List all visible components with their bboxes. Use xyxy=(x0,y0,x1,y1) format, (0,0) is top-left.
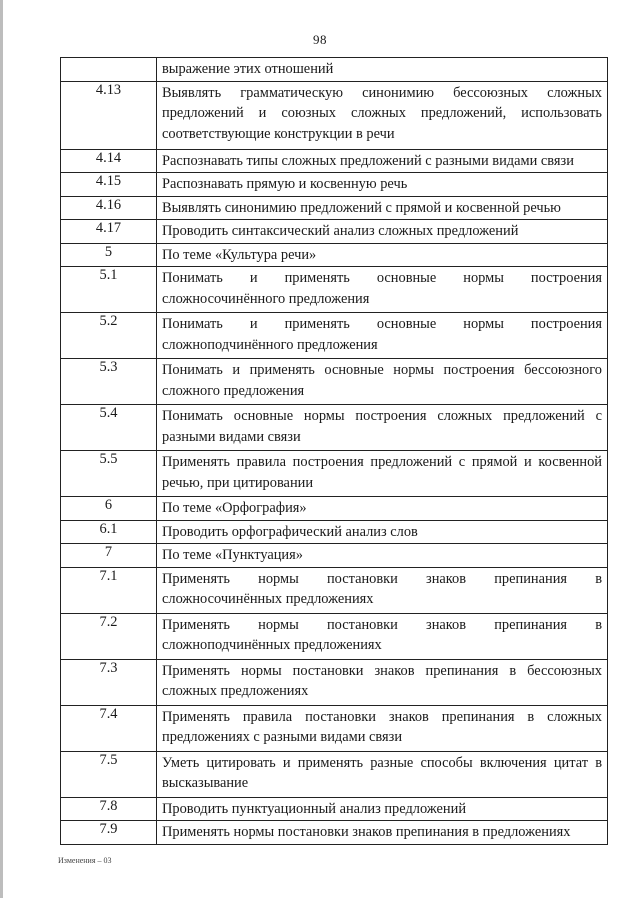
row-text: Уметь цитировать и применять разные способы включения цитат в высказывание xyxy=(157,751,608,797)
row-text: Проводить синтаксический анализ сложных предложений xyxy=(157,220,608,244)
table-row xyxy=(61,405,608,451)
table-row xyxy=(61,149,608,173)
row-number-cell xyxy=(61,751,157,797)
row-text: Применять нормы постановки знаков препинания в предложениях xyxy=(157,821,608,845)
row-number-cell xyxy=(61,313,157,359)
row-number: 5.5 xyxy=(99,451,118,467)
row-number: 7 xyxy=(104,544,113,560)
row-number: 7.5 xyxy=(99,751,118,768)
row-number-cell xyxy=(61,405,157,451)
row-number: 7.8 xyxy=(99,797,118,814)
table-row xyxy=(61,220,608,244)
row-text: Распознавать типы сложных предложений с разными видами связи xyxy=(157,149,608,173)
table-row xyxy=(61,196,608,220)
table-row xyxy=(61,243,608,267)
row-number: 5 xyxy=(104,243,113,260)
row-number: 5.4 xyxy=(99,405,118,421)
table-row xyxy=(61,544,608,568)
row-number: 5.3 xyxy=(99,359,118,375)
page-number: 98 xyxy=(313,32,327,47)
table-row xyxy=(61,821,608,845)
row-number-cell xyxy=(61,567,157,613)
row-number-cell xyxy=(61,359,157,405)
row-text: Понимать и применять основные нормы построения сложноподчинённого предложения xyxy=(157,313,608,359)
row-number: 5.2 xyxy=(99,313,118,329)
table-row xyxy=(61,81,608,149)
row-number-cell xyxy=(61,544,157,568)
row-number: 7.1 xyxy=(99,567,118,584)
table-row xyxy=(61,267,608,313)
row-number-cell xyxy=(61,173,157,197)
row-number: 7.4 xyxy=(99,705,118,722)
row-number-cell xyxy=(61,196,157,220)
row-number: 6 xyxy=(104,497,113,513)
row-number: 7.3 xyxy=(99,659,118,676)
row-text: Выявлять синонимию предложений с прямой и косвенной речью xyxy=(157,196,608,220)
row-number-cell xyxy=(61,243,157,267)
row-number: 6.1 xyxy=(99,520,118,537)
row-number-cell xyxy=(61,705,157,751)
row-text: Распознавать прямую и косвенную речь xyxy=(157,173,608,197)
row-number: 4.14 xyxy=(95,149,122,166)
row-number-cell xyxy=(61,58,157,82)
row-text: Понимать основные нормы построения сложных предложений с разными видами связи xyxy=(157,405,608,451)
row-text: Понимать и применять основные нормы построения бессоюзного сложного предложения xyxy=(157,359,608,405)
row-text: По теме «Культура речи» xyxy=(157,243,608,267)
table-row xyxy=(61,58,608,82)
row-number-cell xyxy=(61,497,157,521)
row-number-cell xyxy=(61,267,157,313)
table-row xyxy=(61,659,608,705)
row-number: 5.1 xyxy=(99,267,118,283)
row-text: Применять нормы постановки знаков препинания в бессоюзных сложных предложениях xyxy=(157,659,608,705)
row-text: Проводить орфографический анализ слов xyxy=(157,520,608,544)
row-text: Применять правила построения предложений с прямой и косвенной речью, при цитировании xyxy=(157,451,608,497)
table-row xyxy=(61,359,608,405)
row-number: 7.9 xyxy=(99,821,118,837)
row-number: 4.16 xyxy=(95,196,122,213)
row-number: 4.17 xyxy=(95,220,122,236)
row-text: Применять нормы постановки знаков препинания в сложносочинённых предложениях xyxy=(157,567,608,613)
row-text: выражение этих отношений xyxy=(157,58,608,82)
row-number-cell xyxy=(61,821,157,845)
row-text: Понимать и применять основные нормы построения сложносочинённого предложения xyxy=(157,267,608,313)
row-text: Применять нормы постановки знаков препинания в сложноподчинённых предложениях xyxy=(157,613,608,659)
row-number-cell xyxy=(61,613,157,659)
table-row xyxy=(61,451,608,497)
table-row xyxy=(61,313,608,359)
page-edge xyxy=(0,0,3,898)
table-row xyxy=(61,173,608,197)
row-text: Применять правила постановки знаков препинания в сложных предложениях с разными видами связи xyxy=(157,705,608,751)
row-text: Проводить пунктуационный анализ предложений xyxy=(157,797,608,821)
table-row xyxy=(61,497,608,521)
table-row xyxy=(61,705,608,751)
table-row xyxy=(61,751,608,797)
row-number-cell xyxy=(61,451,157,497)
row-text: Выявлять грамматическую синонимию бессоюзных сложных предложений и союзных сложных предложений, использовать соответствующие конструкции в речи xyxy=(157,81,608,149)
table-row xyxy=(61,567,608,613)
footer-revision: Изменения – 03 xyxy=(58,856,112,865)
row-text: По теме «Орфография» xyxy=(157,497,608,521)
row-number: 7.2 xyxy=(99,613,118,630)
row-number-cell xyxy=(61,81,157,149)
outcomes-table xyxy=(60,57,608,845)
row-text: По теме «Пунктуация» xyxy=(157,544,608,568)
table-row xyxy=(61,613,608,659)
row-number-cell xyxy=(61,659,157,705)
row-number-cell xyxy=(61,797,157,821)
row-number-cell xyxy=(61,149,157,173)
table-row xyxy=(61,797,608,821)
row-number: 4.15 xyxy=(95,173,122,189)
table-row xyxy=(61,520,608,544)
row-number: 4.13 xyxy=(95,81,122,98)
row-number-cell xyxy=(61,520,157,544)
row-number-cell xyxy=(61,220,157,244)
